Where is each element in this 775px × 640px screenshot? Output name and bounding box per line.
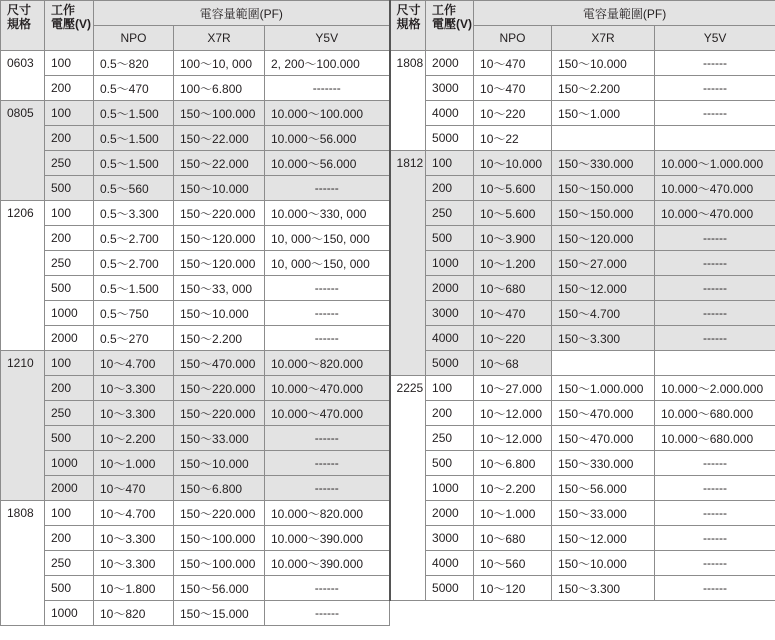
y5v-cell: ------ bbox=[655, 451, 775, 476]
y5v-cell: 10.000～390.000 bbox=[265, 526, 390, 551]
voltage-cell: 3000 bbox=[426, 301, 474, 326]
x7r-cell bbox=[552, 126, 655, 151]
table-row bbox=[1, 326, 775, 351]
x7r-cell: 150～100.000 bbox=[174, 551, 265, 576]
voltage-cell: 200 bbox=[45, 526, 94, 551]
table-row bbox=[1, 401, 775, 426]
x7r-cell: 150～220.000 bbox=[174, 201, 265, 226]
npo-cell: 10～1.200 bbox=[474, 251, 552, 276]
x7r-cell: 150～6.800 bbox=[174, 476, 265, 501]
y5v-cell: ------ bbox=[655, 101, 775, 126]
voltage-cell: 100 bbox=[45, 351, 94, 376]
table-row bbox=[1, 251, 775, 276]
table-row bbox=[1, 376, 775, 401]
x7r-cell: 150～10.000 bbox=[174, 176, 265, 201]
table-row bbox=[1, 351, 775, 376]
table-row bbox=[1, 226, 775, 251]
npo-cell: 10～2.200 bbox=[94, 426, 174, 451]
npo-cell: 10～680 bbox=[474, 526, 552, 551]
table-row bbox=[1, 101, 775, 126]
npo-cell: 10～4.700 bbox=[94, 501, 174, 526]
x7r-cell: 150～33.000 bbox=[552, 501, 655, 526]
voltage-cell: 500 bbox=[45, 576, 94, 601]
y5v-cell: ------- bbox=[265, 76, 390, 101]
x7r-cell: 150～220.000 bbox=[174, 401, 265, 426]
x7r-cell bbox=[552, 351, 655, 376]
col-x7r: X7R bbox=[174, 26, 265, 51]
y5v-cell bbox=[655, 351, 775, 376]
x7r-cell: 150～33.000 bbox=[174, 426, 265, 451]
x7r-cell: 150～1.000 bbox=[552, 101, 655, 126]
voltage-cell: 1000 bbox=[426, 251, 474, 276]
y5v-cell: ------ bbox=[655, 501, 775, 526]
x7r-cell: 150～12.000 bbox=[552, 276, 655, 301]
y5v-cell: ------ bbox=[265, 601, 390, 626]
size-header bbox=[1, 1, 45, 51]
x7r-cell: 150～10.000 bbox=[552, 551, 655, 576]
voltage-cell: 250 bbox=[426, 426, 474, 451]
voltage-cell: 200 bbox=[426, 176, 474, 201]
voltage-cell: 500 bbox=[45, 426, 94, 451]
voltage-cell: 2000 bbox=[45, 326, 94, 351]
voltage-cell: 1000 bbox=[426, 476, 474, 501]
voltage-cell: 100 bbox=[426, 376, 474, 401]
table-row bbox=[1, 526, 775, 551]
npo-cell: 10～470 bbox=[474, 51, 552, 76]
size-cell: 1808 bbox=[1, 501, 45, 626]
x7r-cell: 150～2.200 bbox=[552, 76, 655, 101]
x7r-cell: 150～120.000 bbox=[174, 226, 265, 251]
npo-cell: 0.5～2.700 bbox=[94, 226, 174, 251]
voltage-cell: 250 bbox=[426, 201, 474, 226]
voltage-cell: 4000 bbox=[426, 326, 474, 351]
size-header-right bbox=[390, 1, 426, 51]
y5v-cell: ------ bbox=[655, 301, 775, 326]
header-row bbox=[1, 1, 775, 26]
size-cell: 1808 bbox=[390, 51, 426, 151]
voltage-cell: 200 bbox=[45, 76, 94, 101]
voltage-cell: 100 bbox=[45, 51, 94, 76]
table-row bbox=[1, 551, 775, 576]
y5v-cell: ------ bbox=[655, 526, 775, 551]
voltage-cell: 250 bbox=[45, 401, 94, 426]
y5v-cell: 10, 000～150, 000 bbox=[265, 251, 390, 276]
npo-cell: 10～820 bbox=[94, 601, 174, 626]
npo-cell: 10～6.800 bbox=[474, 451, 552, 476]
voltage-cell: 200 bbox=[426, 401, 474, 426]
x7r-cell: 150～10.000 bbox=[552, 51, 655, 76]
size-cell: 1206 bbox=[1, 201, 45, 351]
y5v-cell: ------ bbox=[655, 276, 775, 301]
npo-cell: 10～470 bbox=[94, 476, 174, 501]
y5v-cell: ------ bbox=[655, 576, 775, 601]
voltage-cell: 2000 bbox=[426, 501, 474, 526]
voltage-cell: 2000 bbox=[426, 51, 474, 76]
size-header-right-label: 尺寸 規格 bbox=[396, 3, 421, 31]
voltage-cell: 250 bbox=[45, 551, 94, 576]
npo-cell: 10～3.300 bbox=[94, 376, 174, 401]
voltage-cell: 1000 bbox=[45, 301, 94, 326]
voltage-cell: 3000 bbox=[426, 76, 474, 101]
table-row bbox=[1, 126, 775, 151]
npo-cell: 10～120 bbox=[474, 576, 552, 601]
npo-cell: 10～220 bbox=[474, 101, 552, 126]
table-row bbox=[1, 476, 775, 501]
x7r-cell: 150～56.000 bbox=[552, 476, 655, 501]
npo-cell: 0.5～470 bbox=[94, 76, 174, 101]
voltage-header-right bbox=[426, 1, 474, 51]
table-row bbox=[1, 151, 775, 176]
voltage-cell: 250 bbox=[45, 151, 94, 176]
npo-cell: 10～5.600 bbox=[474, 201, 552, 226]
y5v-cell: 10.000～680.000 bbox=[655, 426, 775, 451]
npo-cell: 0.5～1.500 bbox=[94, 126, 174, 151]
y5v-cell: ------ bbox=[265, 326, 390, 351]
table-row bbox=[1, 601, 775, 626]
voltage-cell: 5000 bbox=[426, 126, 474, 151]
npo-cell: 0.5～2.700 bbox=[94, 251, 174, 276]
x7r-cell: 150～470.000 bbox=[552, 426, 655, 451]
voltage-cell: 1000 bbox=[45, 451, 94, 476]
x7r-cell: 150～10.000 bbox=[174, 451, 265, 476]
voltage-cell: 2000 bbox=[426, 276, 474, 301]
y5v-cell: ------ bbox=[265, 426, 390, 451]
y5v-cell: ------ bbox=[265, 576, 390, 601]
y5v-cell: ------ bbox=[265, 276, 390, 301]
voltage-cell: 5000 bbox=[426, 576, 474, 601]
voltage-cell: 4000 bbox=[426, 101, 474, 126]
voltage-cell: 100 bbox=[426, 151, 474, 176]
y5v-cell bbox=[655, 126, 775, 151]
y5v-cell: ------ bbox=[655, 76, 775, 101]
x7r-cell: 150～100.000 bbox=[174, 101, 265, 126]
voltage-header-right-label: 工作 電壓(V) bbox=[432, 3, 473, 31]
y5v-cell: 2, 200～100.000 bbox=[265, 51, 390, 76]
x7r-cell: 150～3.300 bbox=[552, 326, 655, 351]
npo-cell: 10～3.300 bbox=[94, 526, 174, 551]
npo-cell: 0.5～1.500 bbox=[94, 276, 174, 301]
range-header-right: 電容量範圍(PF) bbox=[474, 1, 775, 26]
x7r-cell: 150～120.000 bbox=[174, 251, 265, 276]
x7r-cell: 150～100.000 bbox=[174, 526, 265, 551]
y5v-cell: ------ bbox=[265, 476, 390, 501]
y5v-cell: 10.000～680.000 bbox=[655, 401, 775, 426]
npo-cell: 10～12.000 bbox=[474, 426, 552, 451]
npo-cell: 10～1.800 bbox=[94, 576, 174, 601]
voltage-cell: 500 bbox=[426, 451, 474, 476]
x7r-cell: 150～1.000.000 bbox=[552, 376, 655, 401]
voltage-cell: 3000 bbox=[426, 526, 474, 551]
x7r-cell: 100～10, 000 bbox=[174, 51, 265, 76]
y5v-cell: 10.000～390.000 bbox=[265, 551, 390, 576]
size-header-label: 尺寸 規格 bbox=[7, 3, 32, 31]
table-row bbox=[1, 576, 775, 601]
table-row bbox=[1, 301, 775, 326]
x7r-cell: 150～470.000 bbox=[174, 351, 265, 376]
voltage-cell: 500 bbox=[45, 276, 94, 301]
npo-cell: 10～560 bbox=[474, 551, 552, 576]
size-cell: 2225 bbox=[390, 376, 426, 601]
x7r-cell: 150～120.000 bbox=[552, 226, 655, 251]
x7r-cell: 150～27.000 bbox=[552, 251, 655, 276]
x7r-cell: 100～6.800 bbox=[174, 76, 265, 101]
npo-cell: 10～12.000 bbox=[474, 401, 552, 426]
voltage-cell: 2000 bbox=[45, 476, 94, 501]
voltage-cell: 100 bbox=[45, 201, 94, 226]
y5v-cell: 10.000～470.000 bbox=[655, 201, 775, 226]
y5v-cell: ------ bbox=[655, 251, 775, 276]
x7r-cell: 150～470.000 bbox=[552, 401, 655, 426]
y5v-cell: 10.000～470.000 bbox=[265, 376, 390, 401]
col-npo: NPO bbox=[94, 26, 174, 51]
y5v-cell: ------ bbox=[655, 551, 775, 576]
npo-cell: 10～3.300 bbox=[94, 551, 174, 576]
table-body bbox=[1, 51, 775, 626]
voltage-cell: 1000 bbox=[45, 601, 94, 626]
y5v-cell: ------ bbox=[655, 326, 775, 351]
x7r-cell: 150～150.000 bbox=[552, 176, 655, 201]
range-header: 電容量範圍(PF) bbox=[94, 1, 390, 26]
npo-cell: 0.5～560 bbox=[94, 176, 174, 201]
y5v-cell: 10.000～820.000 bbox=[265, 351, 390, 376]
table-row bbox=[1, 276, 775, 301]
voltage-cell: 100 bbox=[45, 101, 94, 126]
table-row bbox=[1, 51, 775, 76]
npo-cell: 10～470 bbox=[474, 76, 552, 101]
y5v-cell: 10.000～470.000 bbox=[655, 176, 775, 201]
npo-cell: 10～4.700 bbox=[94, 351, 174, 376]
y5v-cell: 10, 000～150, 000 bbox=[265, 226, 390, 251]
y5v-cell: 10.000～330, 000 bbox=[265, 201, 390, 226]
y5v-cell: ------ bbox=[265, 176, 390, 201]
voltage-cell: 200 bbox=[45, 376, 94, 401]
y5v-cell: 10.000～2.000.000 bbox=[655, 376, 775, 401]
npo-cell: 0.5～820 bbox=[94, 51, 174, 76]
col-npo-right: NPO bbox=[474, 26, 552, 51]
x7r-cell: 150～330.000 bbox=[552, 451, 655, 476]
table-row bbox=[1, 501, 775, 526]
voltage-cell: 250 bbox=[45, 251, 94, 276]
size-cell: 1210 bbox=[1, 351, 45, 501]
y5v-cell: 10.000～100.000 bbox=[265, 101, 390, 126]
x7r-cell: 150～3.300 bbox=[552, 576, 655, 601]
y5v-cell: 10.000～820.000 bbox=[265, 501, 390, 526]
npo-cell: 10～22 bbox=[474, 126, 552, 151]
voltage-cell: 200 bbox=[45, 226, 94, 251]
size-cell: 0603 bbox=[1, 51, 45, 101]
table-row bbox=[1, 426, 775, 451]
npo-cell: 0.5～1.500 bbox=[94, 101, 174, 126]
npo-cell: 0.5～3.300 bbox=[94, 201, 174, 226]
x7r-cell: 150～22.000 bbox=[174, 126, 265, 151]
x7r-cell: 150～330.000 bbox=[552, 151, 655, 176]
npo-cell: 10～3.900 bbox=[474, 226, 552, 251]
npo-cell: 10～220 bbox=[474, 326, 552, 351]
x7r-cell: 150～12.000 bbox=[552, 526, 655, 551]
npo-cell: 10～470 bbox=[474, 301, 552, 326]
x7r-cell: 150～150.000 bbox=[552, 201, 655, 226]
npo-cell: 10～10.000 bbox=[474, 151, 552, 176]
size-cell: 0805 bbox=[1, 101, 45, 201]
y5v-cell: ------ bbox=[655, 226, 775, 251]
y5v-cell: ------ bbox=[265, 301, 390, 326]
y5v-cell: 10.000～470.000 bbox=[265, 401, 390, 426]
x7r-cell: 150～4.700 bbox=[552, 301, 655, 326]
npo-cell: 0.5～270 bbox=[94, 326, 174, 351]
npo-cell: 0.5～1.500 bbox=[94, 151, 174, 176]
col-y5v: Y5V bbox=[265, 26, 390, 51]
voltage-cell: 100 bbox=[45, 501, 94, 526]
col-x7r-right: X7R bbox=[552, 26, 655, 51]
table-row bbox=[1, 176, 775, 201]
npo-cell: 10～1.000 bbox=[474, 501, 552, 526]
npo-cell: 10～3.300 bbox=[94, 401, 174, 426]
y5v-cell: ------ bbox=[655, 51, 775, 76]
y5v-cell: 10.000～1.000.000 bbox=[655, 151, 775, 176]
size-cell: 1812 bbox=[390, 151, 426, 376]
y5v-cell: ------ bbox=[655, 476, 775, 501]
npo-cell: 10～27.000 bbox=[474, 376, 552, 401]
voltage-cell: 200 bbox=[45, 126, 94, 151]
voltage-cell: 500 bbox=[45, 176, 94, 201]
table-row bbox=[1, 76, 775, 101]
voltage-cell: 5000 bbox=[426, 351, 474, 376]
x7r-cell: 150～2.200 bbox=[174, 326, 265, 351]
npo-cell: 10～68 bbox=[474, 351, 552, 376]
voltage-header bbox=[45, 1, 94, 51]
npo-cell: 10～1.000 bbox=[94, 451, 174, 476]
npo-cell: 10～2.200 bbox=[474, 476, 552, 501]
col-y5v-right: Y5V bbox=[655, 26, 775, 51]
voltage-cell: 4000 bbox=[426, 551, 474, 576]
x7r-cell: 150～33, 000 bbox=[174, 276, 265, 301]
voltage-header-label: 工作 電壓(V) bbox=[51, 3, 91, 31]
npo-cell: 10～680 bbox=[474, 276, 552, 301]
x7r-cell: 150～220.000 bbox=[174, 501, 265, 526]
x7r-cell: 150～15.000 bbox=[174, 601, 265, 626]
y5v-cell: 10.000～56.000 bbox=[265, 151, 390, 176]
table-row bbox=[1, 451, 775, 476]
y5v-cell: 10.000～56.000 bbox=[265, 126, 390, 151]
npo-cell: 10～5.600 bbox=[474, 176, 552, 201]
voltage-cell: 500 bbox=[426, 226, 474, 251]
x7r-cell: 150～56.000 bbox=[174, 576, 265, 601]
y5v-cell: ------ bbox=[265, 451, 390, 476]
table-row bbox=[1, 201, 775, 226]
npo-cell: 0.5～750 bbox=[94, 301, 174, 326]
x7r-cell: 150～220.000 bbox=[174, 376, 265, 401]
subheader-row bbox=[1, 26, 775, 51]
x7r-cell: 150～10.000 bbox=[174, 301, 265, 326]
x7r-cell: 150～22.000 bbox=[174, 151, 265, 176]
